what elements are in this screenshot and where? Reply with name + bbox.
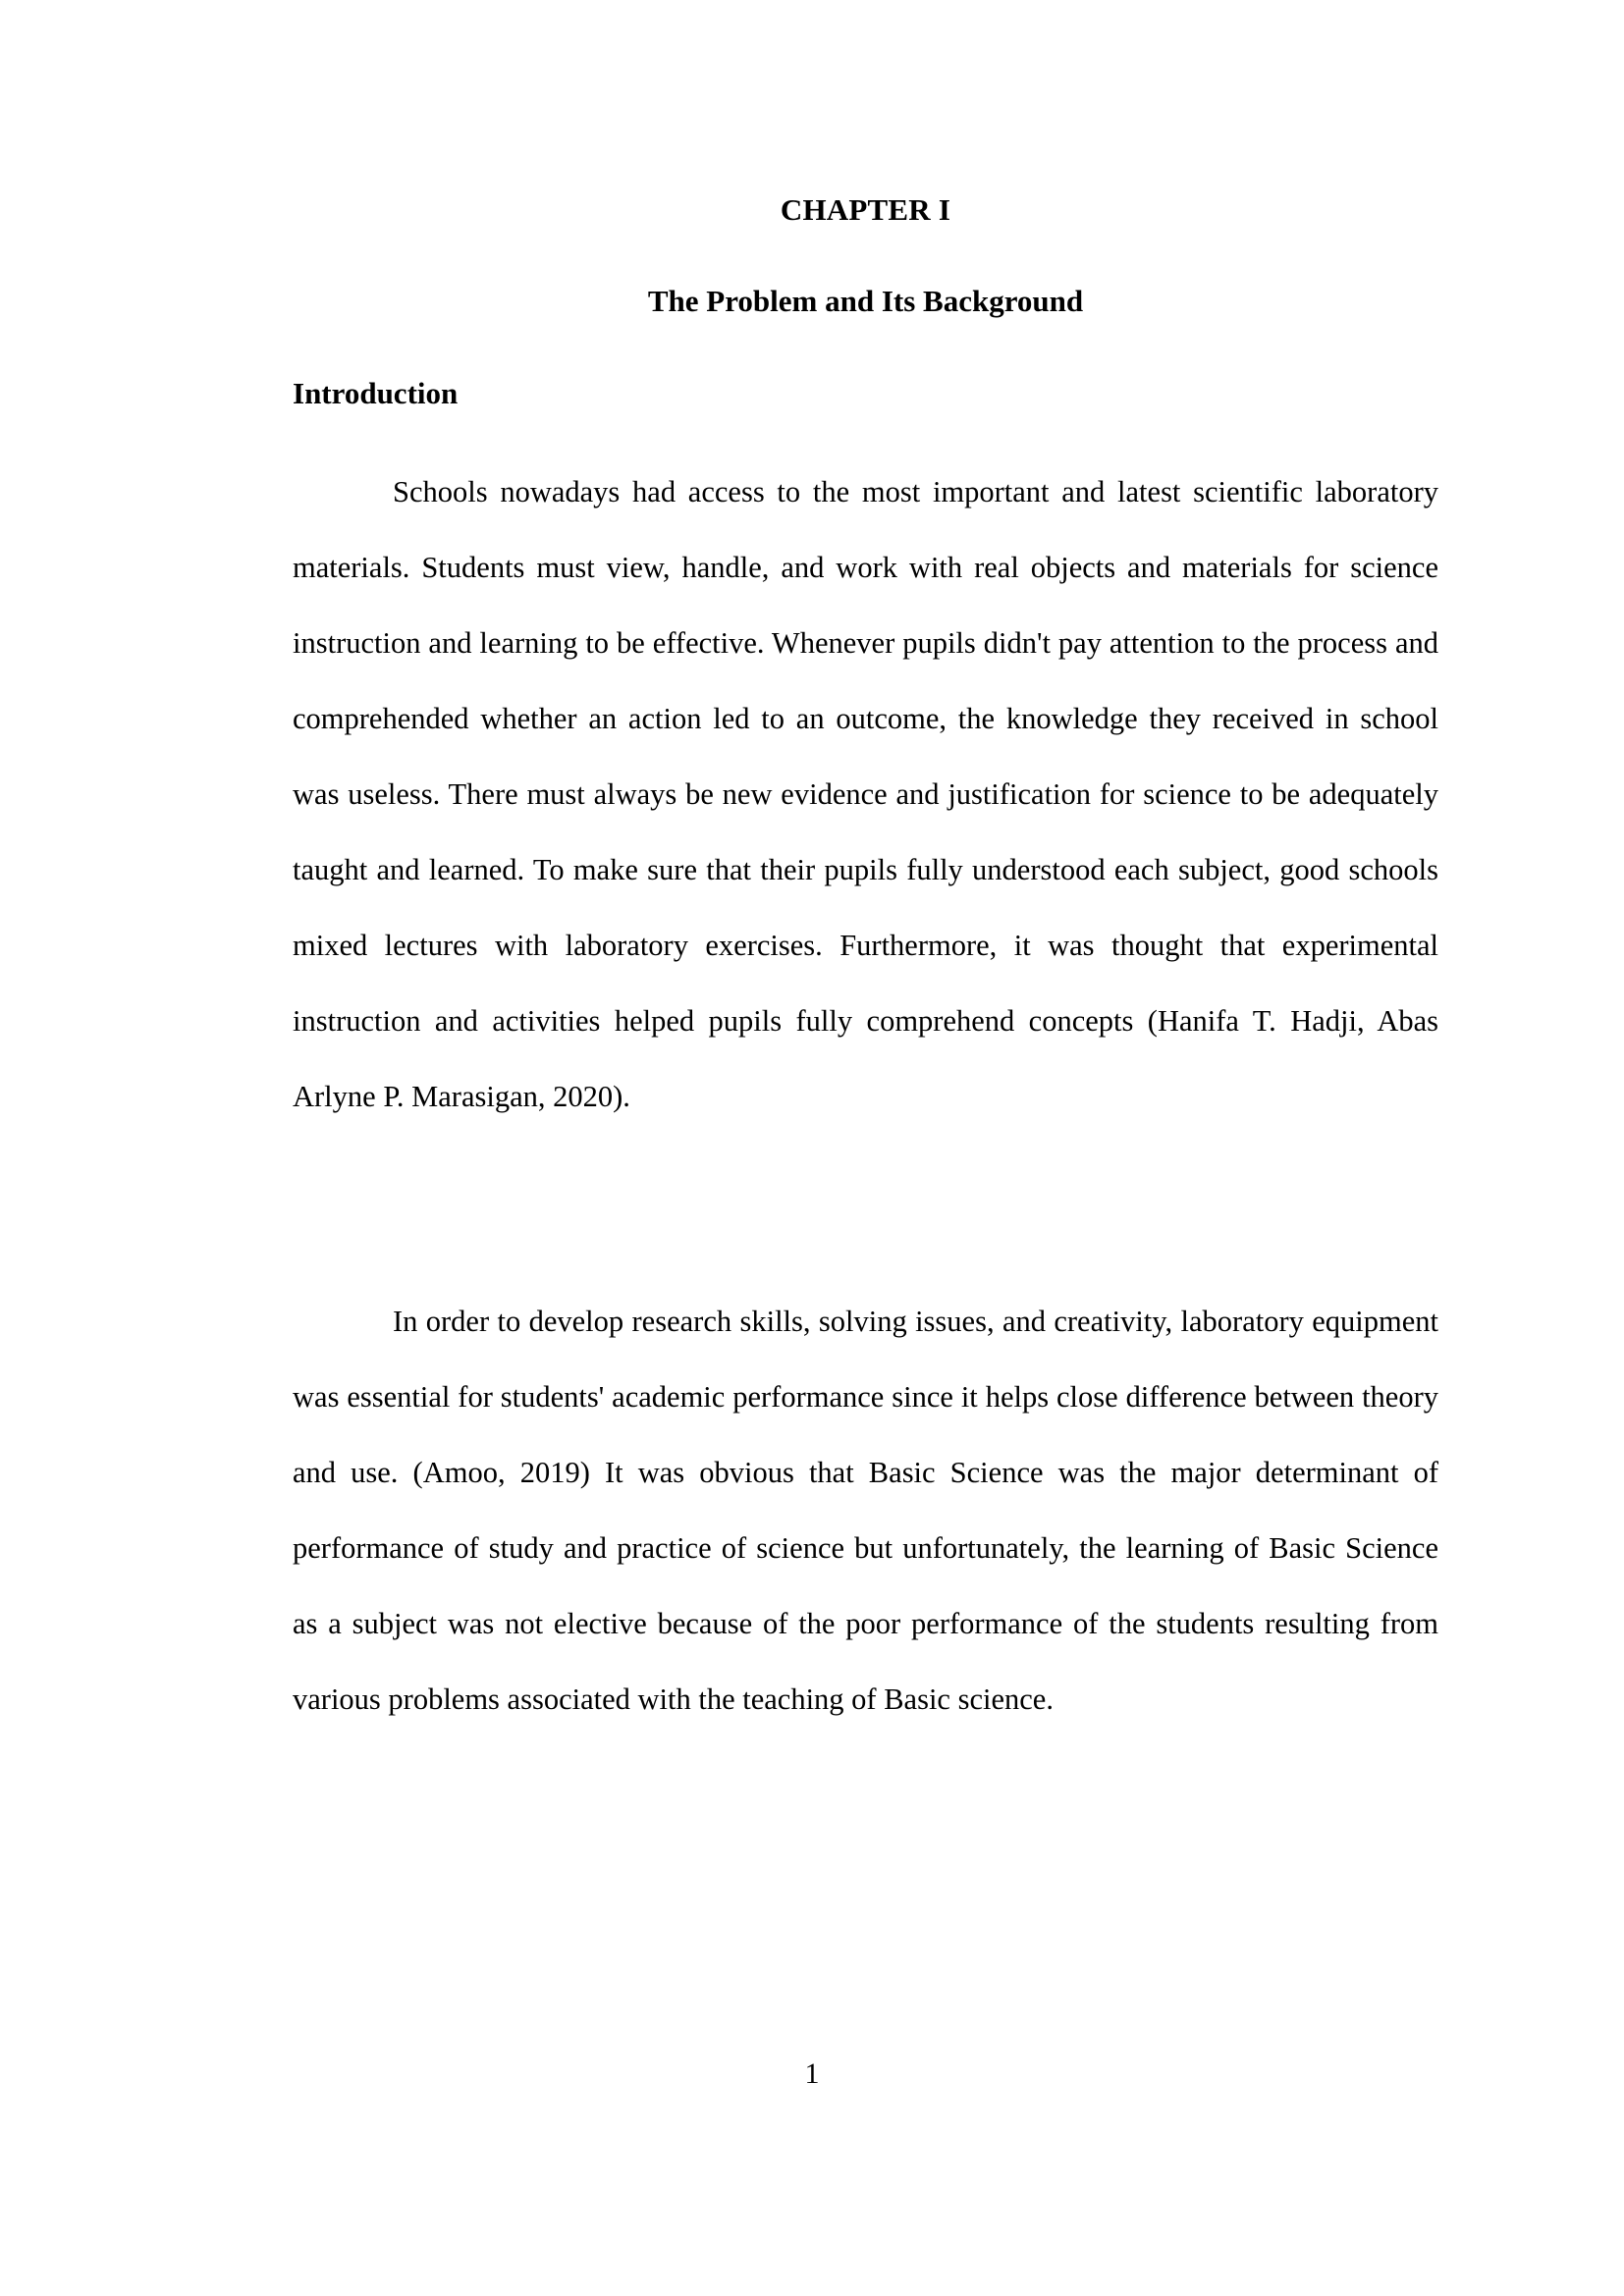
page-number: 1 bbox=[804, 2057, 820, 2090]
section-heading: The Problem and Its Background bbox=[647, 284, 1084, 318]
body-paragraph-2: In order to develop research skills, solving issues, and creativity, laboratory equipment was essential for students' academic performance since it helps close difference between theory and use. (Amoo, 2019) It was obvious that Basic Science was the major determinant of performance of study and practice of science but unfortunately, the learning of Basic Science as a subject was not elective because of the poor performance of the students resulting from various problems associated with the teaching of Basic science. bbox=[293, 1305, 1438, 1716]
page-content bbox=[293, 0, 1438, 1737]
introduction-heading: Introduction bbox=[293, 376, 459, 410]
body-paragraph-1: Schools nowadays had access to the most important and latest scientific laboratory materials. Students must view, handle, and work with real objects and materials for science instruction and learning to be effective. Whenever pupils didn't pay attention to the process and comprehended whether an action led to an outcome, the knowledge they received in school was useless. There must always be new evidence and justification for science to be adequately taught and learned. To make sure that their pupils fully understood each subject, good schools mixed lectures with laboratory exercises. Furthermore, it was thought that experimental instruction and activities helped pupils fully comprehend concepts (Hanifa T. Hadji, Abas Arlyne P. Marasigan, 2020). bbox=[293, 475, 1438, 1113]
chapter-heading: CHAPTER I bbox=[780, 192, 951, 227]
